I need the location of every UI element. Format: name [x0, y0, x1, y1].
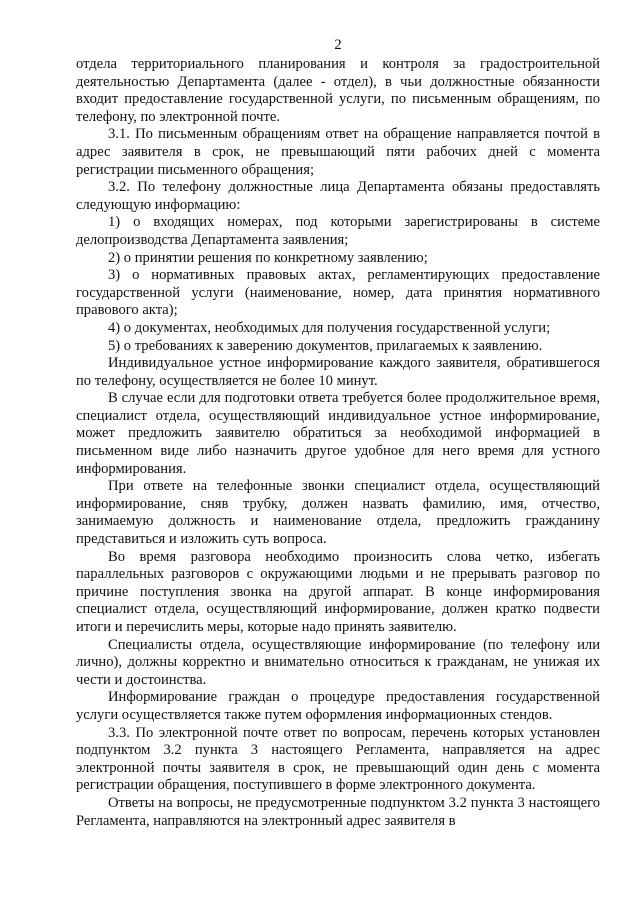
list-item-certification: 5) о требованиях к заверению документов, прилагаемых к заявлению.: [108, 337, 543, 354]
list-item-incoming-numbers: 1) о входящих номерах, под которыми зарегистрированы в системе делопроизводства Департамента заявления;: [76, 214, 600, 248]
paragraph-3-3-email: 3.3. По электронной почте ответ по вопросам, перечень которых установлен подпунктом 3.2 пункта 3 настоящего Регламента, направляется на адрес электронной почты заявителя в срок, не превышающий один день с момента регистрации обращения, поступившего в форме электронного документа.: [76, 724, 600, 794]
paragraph-3-1-written-requests: 3.1. По письменным обращениям ответ на обращение направляется почтой в адрес заявителя в срок, не превышающий пяти рабочих дней с момента регистрации письменного обращения;: [76, 126, 600, 178]
paragraph-info-stands: Информирование граждан о процедуре предоставления государственной услуги осуществляется также путем оформления информационных стендов.: [76, 689, 600, 723]
page-number: 2: [334, 37, 342, 53]
paragraph-department-duties: отдела территориального планирования и контроля за градостроительной деятельностью Департамента (далее - отдел), в чьи должностные обязанности входит предоставление государственной услуги, по письменным обращениям, по телефону, по электронной почте.: [76, 56, 600, 125]
list-item-normative-acts: 3) о нормативных правовых актах, регламентирующих предоставление государственной услуги (наименование, номер, дата принятия нормативного правового акта);: [76, 267, 600, 319]
document-page: [76, 36, 600, 830]
list-item-documents: 4) о документах, необходимых для получения государственной услуги;: [108, 319, 551, 336]
paragraph-phone-answer-rules: При ответе на телефонные звонки специалист отдела, осуществляющий информирование, сняв трубку, должен назвать фамилию, имя, отчество, занимаемую должность и наименование отдела, предложить гражданину представиться и изложить суть вопроса.: [76, 478, 600, 548]
paragraph-oral-info-duration: Индивидуальное устное информирование каждого заявителя, обратившегося по телефону, осуществляется не более 10 минут.: [76, 355, 600, 389]
list-item-decision: 2) о принятии решения по конкретному заявлению;: [108, 249, 428, 266]
paragraph-3-2-phone-info: 3.2. По телефону должностные лица Департамента обязаны предоставлять следующую информацию:: [76, 179, 600, 213]
paragraph-other-questions: Ответы на вопросы, не предусмотренные подпунктом 3.2 пункта 3 настоящего Регламента, направляются на электронный адрес заявителя в: [76, 794, 600, 829]
paragraph-conversation-rules: Во время разговора необходимо произносить слова четко, избегать параллельных разговоров с окружающими людьми и не прерывать разговор по причине поступления звонка на другой аппарат. В конце информирования специалист отдела, осуществляющий информирование, должен кратко подвести итоги и перечислить меры, которые надо принять заявителю.: [76, 548, 600, 635]
paragraph-courtesy: Специалисты отдела, осуществляющие информирование (по телефону или лично), должны корректно и внимательно относиться к гражданам, не унижая их чести и достоинства.: [76, 636, 600, 688]
paragraph-longer-preparation: В случае если для подготовки ответа требуется более продолжительное время, специалист отдела, осуществляющий индивидуальное устное информирование, может предложить заявителю обратиться за необходимой информацией в письменном виде либо назначить другое удобное для него время для устного информирования.: [76, 390, 600, 477]
